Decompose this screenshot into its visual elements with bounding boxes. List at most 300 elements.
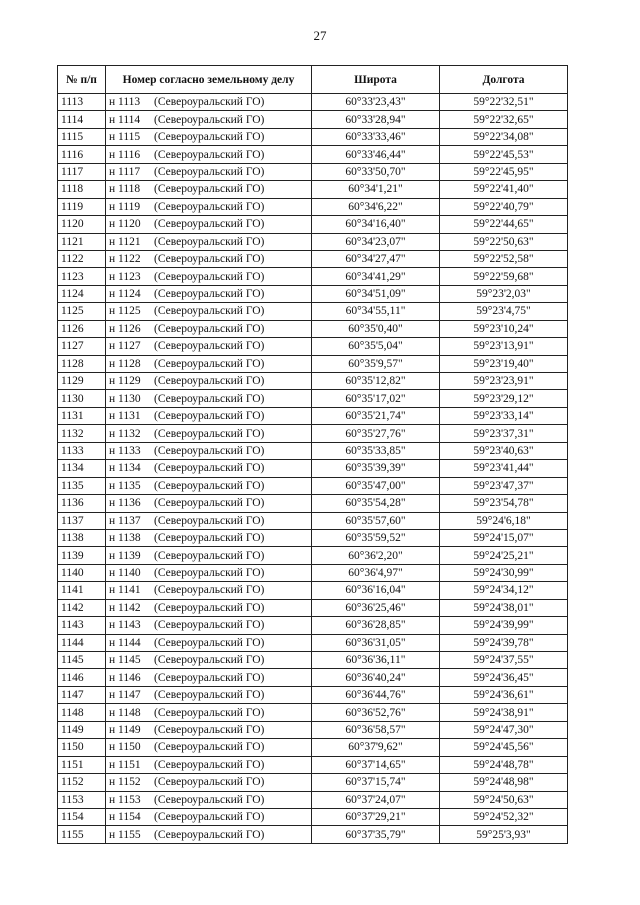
row-number: 1117 xyxy=(58,163,106,180)
case-number xyxy=(106,739,312,756)
case-id: н 1139 xyxy=(109,549,141,562)
header-latitude: Широта xyxy=(312,66,440,94)
row-number: 1130 xyxy=(58,390,106,407)
longitude: 59°22'32,51" xyxy=(440,94,568,111)
latitude: 60°33'23,43" xyxy=(312,94,440,111)
latitude: 60°35'21,74" xyxy=(312,407,440,424)
case-number xyxy=(106,704,312,721)
row-number: 1139 xyxy=(58,547,106,564)
district-name: (Североуральский ГО) xyxy=(154,567,265,580)
case-id: н 1148 xyxy=(109,706,141,719)
latitude: 60°35'47,00" xyxy=(312,477,440,494)
district-name: (Североуральский ГО) xyxy=(154,427,265,440)
district-name: (Североуральский ГО) xyxy=(154,828,265,841)
row-number: 1122 xyxy=(58,250,106,267)
district-name: (Североуральский ГО) xyxy=(154,532,265,545)
case-number xyxy=(106,181,312,198)
table-row xyxy=(58,704,568,721)
case-id: н 1113 xyxy=(109,96,141,109)
district-name: (Североуральский ГО) xyxy=(154,96,265,109)
case-number xyxy=(106,547,312,564)
case-number xyxy=(106,338,312,355)
table-row xyxy=(58,826,568,843)
case-number xyxy=(106,390,312,407)
case-id: н 1146 xyxy=(109,671,141,684)
latitude: 60°36'58,57" xyxy=(312,721,440,738)
longitude: 59°22'32,65" xyxy=(440,111,568,128)
case-id: н 1150 xyxy=(109,741,141,754)
table-row xyxy=(58,442,568,459)
row-number: 1118 xyxy=(58,181,106,198)
table-row xyxy=(58,774,568,791)
case-id: н 1129 xyxy=(109,375,141,388)
row-number: 1146 xyxy=(58,669,106,686)
row-number: 1113 xyxy=(58,94,106,111)
latitude: 60°36'52,76" xyxy=(312,704,440,721)
longitude: 59°23'33,14" xyxy=(440,407,568,424)
row-number: 1121 xyxy=(58,233,106,250)
row-number: 1145 xyxy=(58,652,106,669)
case-number xyxy=(106,686,312,703)
longitude: 59°24'50,63" xyxy=(440,791,568,808)
longitude: 59°24'39,78" xyxy=(440,634,568,651)
row-number: 1141 xyxy=(58,582,106,599)
case-id: н 1126 xyxy=(109,322,141,335)
case-id: н 1114 xyxy=(109,113,141,126)
table-header-row xyxy=(58,66,568,94)
latitude: 60°35'57,60" xyxy=(312,512,440,529)
table-row xyxy=(58,477,568,494)
case-id: н 1120 xyxy=(109,218,141,231)
longitude: 59°23'41,44" xyxy=(440,460,568,477)
district-name: (Североуральский ГО) xyxy=(154,584,265,597)
table-row xyxy=(58,582,568,599)
row-number: 1123 xyxy=(58,268,106,285)
row-number: 1126 xyxy=(58,320,106,337)
district-name: (Североуральский ГО) xyxy=(154,148,265,161)
longitude: 59°24'6,18" xyxy=(440,512,568,529)
table-row xyxy=(58,373,568,390)
district-name: (Североуральский ГО) xyxy=(154,479,265,492)
row-number: 1140 xyxy=(58,564,106,581)
latitude: 60°37'35,79" xyxy=(312,826,440,843)
table-row xyxy=(58,216,568,233)
longitude: 59°24'25,21" xyxy=(440,547,568,564)
case-id: н 1124 xyxy=(109,288,141,301)
latitude: 60°35'12,82" xyxy=(312,373,440,390)
row-number: 1154 xyxy=(58,808,106,825)
longitude: 59°24'38,91" xyxy=(440,704,568,721)
header-row-number: № п/п xyxy=(58,66,106,94)
table-row xyxy=(58,529,568,546)
district-name: (Североуральский ГО) xyxy=(154,723,265,736)
district-name: (Североуральский ГО) xyxy=(154,183,265,196)
table-row xyxy=(58,808,568,825)
district-name: (Североуральский ГО) xyxy=(154,200,265,213)
case-number xyxy=(106,808,312,825)
longitude: 59°22'34,08" xyxy=(440,128,568,145)
longitude: 59°22'45,95" xyxy=(440,163,568,180)
case-id: н 1149 xyxy=(109,723,141,736)
longitude: 59°24'52,32" xyxy=(440,808,568,825)
district-name: (Североуральский ГО) xyxy=(154,514,265,527)
longitude: 59°24'30,99" xyxy=(440,564,568,581)
district-name: (Североуральский ГО) xyxy=(154,131,265,144)
district-name: (Североуральский ГО) xyxy=(154,375,265,388)
row-number: 1135 xyxy=(58,477,106,494)
longitude: 59°24'37,55" xyxy=(440,652,568,669)
case-number xyxy=(106,756,312,773)
page-number: 27 xyxy=(313,28,327,43)
latitude: 60°36'4,97" xyxy=(312,564,440,581)
case-id: н 1119 xyxy=(109,200,141,213)
table-row xyxy=(58,163,568,180)
table-row xyxy=(58,285,568,302)
case-number xyxy=(106,721,312,738)
latitude: 60°36'40,24" xyxy=(312,669,440,686)
row-number: 1119 xyxy=(58,198,106,215)
longitude: 59°23'19,40" xyxy=(440,355,568,372)
latitude: 60°34'41,29" xyxy=(312,268,440,285)
header-case-number: Номер согласно земельному делу xyxy=(106,66,312,94)
latitude: 60°37'24,07" xyxy=(312,791,440,808)
district-name: (Североуральский ГО) xyxy=(154,741,265,754)
district-name: (Североуральский ГО) xyxy=(154,689,265,702)
longitude: 59°23'2,03" xyxy=(440,285,568,302)
longitude: 59°24'15,07" xyxy=(440,529,568,546)
longitude: 59°22'40,79" xyxy=(440,198,568,215)
row-number: 1120 xyxy=(58,216,106,233)
case-id: н 1144 xyxy=(109,636,141,649)
district-name: (Североуральский ГО) xyxy=(154,322,265,335)
latitude: 60°34'23,07" xyxy=(312,233,440,250)
case-id: н 1154 xyxy=(109,811,141,824)
district-name: (Североуральский ГО) xyxy=(154,601,265,614)
longitude: 59°23'13,91" xyxy=(440,338,568,355)
district-name: (Североуральский ГО) xyxy=(154,357,265,370)
district-name: (Североуральский ГО) xyxy=(154,671,265,684)
row-number: 1128 xyxy=(58,355,106,372)
latitude: 60°34'1,21" xyxy=(312,181,440,198)
row-number: 1150 xyxy=(58,739,106,756)
district-name: (Североуральский ГО) xyxy=(154,305,265,318)
longitude: 59°24'38,01" xyxy=(440,599,568,616)
case-id: н 1122 xyxy=(109,253,141,266)
case-id: н 1115 xyxy=(109,131,141,144)
latitude: 60°36'31,05" xyxy=(312,634,440,651)
district-name: (Североуральский ГО) xyxy=(154,253,265,266)
longitude: 59°24'45,56" xyxy=(440,739,568,756)
table-row xyxy=(58,652,568,669)
district-name: (Североуральский ГО) xyxy=(154,758,265,771)
case-id: н 1147 xyxy=(109,689,141,702)
case-id: н 1141 xyxy=(109,584,141,597)
latitude: 60°34'51,09" xyxy=(312,285,440,302)
table-row xyxy=(58,669,568,686)
latitude: 60°37'9,62" xyxy=(312,739,440,756)
case-number xyxy=(106,826,312,843)
longitude: 59°22'52,58" xyxy=(440,250,568,267)
latitude: 60°36'44,76" xyxy=(312,686,440,703)
case-id: н 1142 xyxy=(109,601,141,614)
case-number xyxy=(106,303,312,320)
latitude: 60°35'59,52" xyxy=(312,529,440,546)
latitude: 60°35'39,39" xyxy=(312,460,440,477)
case-number xyxy=(106,529,312,546)
row-number: 1116 xyxy=(58,146,106,163)
case-number xyxy=(106,425,312,442)
district-name: (Североуральский ГО) xyxy=(154,235,265,248)
row-number: 1149 xyxy=(58,721,106,738)
latitude: 60°35'27,76" xyxy=(312,425,440,442)
row-number: 1132 xyxy=(58,425,106,442)
district-name: (Североуральский ГО) xyxy=(154,619,265,632)
case-id: н 1118 xyxy=(109,183,141,196)
case-number xyxy=(106,407,312,424)
row-number: 1142 xyxy=(58,599,106,616)
latitude: 60°33'28,94" xyxy=(312,111,440,128)
table-row xyxy=(58,181,568,198)
district-name: (Североуральский ГО) xyxy=(154,793,265,806)
row-number: 1124 xyxy=(58,285,106,302)
longitude: 59°22'44,65" xyxy=(440,216,568,233)
case-id: н 1128 xyxy=(109,357,141,370)
latitude: 60°37'14,65" xyxy=(312,756,440,773)
case-id: н 1155 xyxy=(109,828,141,841)
case-number xyxy=(106,617,312,634)
district-name: (Североуральский ГО) xyxy=(154,462,265,475)
case-id: н 1117 xyxy=(109,165,141,178)
case-id: н 1152 xyxy=(109,776,141,789)
case-number xyxy=(106,634,312,651)
district-name: (Североуральский ГО) xyxy=(154,654,265,667)
longitude: 59°24'39,99" xyxy=(440,617,568,634)
table-row xyxy=(58,791,568,808)
case-number xyxy=(106,512,312,529)
case-number xyxy=(106,599,312,616)
latitude: 60°35'5,04" xyxy=(312,338,440,355)
district-name: (Североуральский ГО) xyxy=(154,811,265,824)
table-row xyxy=(58,233,568,250)
row-number: 1144 xyxy=(58,634,106,651)
latitude: 60°35'54,28" xyxy=(312,495,440,512)
longitude: 59°23'23,91" xyxy=(440,373,568,390)
longitude: 59°23'10,24" xyxy=(440,320,568,337)
table-row xyxy=(58,320,568,337)
district-name: (Североуральский ГО) xyxy=(154,444,265,457)
row-number: 1133 xyxy=(58,442,106,459)
longitude: 59°23'29,12" xyxy=(440,390,568,407)
case-id: н 1145 xyxy=(109,654,141,667)
row-number: 1138 xyxy=(58,529,106,546)
row-number: 1147 xyxy=(58,686,106,703)
row-number: 1143 xyxy=(58,617,106,634)
table-row xyxy=(58,407,568,424)
table-row xyxy=(58,94,568,111)
district-name: (Североуральский ГО) xyxy=(154,165,265,178)
case-id: н 1130 xyxy=(109,392,141,405)
latitude: 60°34'6,22" xyxy=(312,198,440,215)
longitude: 59°23'4,75" xyxy=(440,303,568,320)
latitude: 60°33'50,70" xyxy=(312,163,440,180)
longitude: 59°22'50,63" xyxy=(440,233,568,250)
coordinates-table xyxy=(57,65,568,844)
case-id: н 1137 xyxy=(109,514,141,527)
latitude: 60°35'33,85" xyxy=(312,442,440,459)
latitude: 60°33'33,46" xyxy=(312,128,440,145)
table-row xyxy=(58,146,568,163)
row-number: 1151 xyxy=(58,756,106,773)
table-row xyxy=(58,495,568,512)
table-row xyxy=(58,425,568,442)
case-number xyxy=(106,233,312,250)
case-number xyxy=(106,669,312,686)
row-number: 1129 xyxy=(58,373,106,390)
header-longitude: Долгота xyxy=(440,66,568,94)
table-row xyxy=(58,634,568,651)
case-number xyxy=(106,582,312,599)
table-row xyxy=(58,617,568,634)
longitude: 59°22'45,53" xyxy=(440,146,568,163)
case-number xyxy=(106,128,312,145)
latitude: 60°36'25,46" xyxy=(312,599,440,616)
table-row xyxy=(58,547,568,564)
district-name: (Североуральский ГО) xyxy=(154,497,265,510)
row-number: 1137 xyxy=(58,512,106,529)
case-number xyxy=(106,373,312,390)
row-number: 1134 xyxy=(58,460,106,477)
case-id: н 1116 xyxy=(109,148,141,161)
table-row xyxy=(58,390,568,407)
district-name: (Североуральский ГО) xyxy=(154,706,265,719)
district-name: (Североуральский ГО) xyxy=(154,392,265,405)
case-number xyxy=(106,94,312,111)
table-row xyxy=(58,756,568,773)
case-number xyxy=(106,320,312,337)
case-number xyxy=(106,111,312,128)
case-number xyxy=(106,652,312,669)
longitude: 59°23'40,63" xyxy=(440,442,568,459)
case-id: н 1134 xyxy=(109,462,141,475)
case-number xyxy=(106,268,312,285)
case-number xyxy=(106,198,312,215)
latitude: 60°35'9,57" xyxy=(312,355,440,372)
case-id: н 1132 xyxy=(109,427,141,440)
case-id: н 1151 xyxy=(109,758,141,771)
latitude: 60°34'55,11" xyxy=(312,303,440,320)
longitude: 59°22'59,68" xyxy=(440,268,568,285)
case-number xyxy=(106,285,312,302)
case-number xyxy=(106,250,312,267)
table-row xyxy=(58,460,568,477)
latitude: 60°34'27,47" xyxy=(312,250,440,267)
latitude: 60°36'36,11" xyxy=(312,652,440,669)
table-row xyxy=(58,303,568,320)
case-number xyxy=(106,216,312,233)
case-number xyxy=(106,495,312,512)
table-row xyxy=(58,599,568,616)
latitude: 60°37'15,74" xyxy=(312,774,440,791)
longitude: 59°23'37,31" xyxy=(440,425,568,442)
row-number: 1153 xyxy=(58,791,106,808)
district-name: (Североуральский ГО) xyxy=(154,636,265,649)
longitude: 59°25'3,93" xyxy=(440,826,568,843)
table-row xyxy=(58,338,568,355)
latitude: 60°34'16,40" xyxy=(312,216,440,233)
latitude: 60°36'16,04" xyxy=(312,582,440,599)
row-number: 1136 xyxy=(58,495,106,512)
table-row xyxy=(58,739,568,756)
case-id: н 1135 xyxy=(109,479,141,492)
district-name: (Североуральский ГО) xyxy=(154,270,265,283)
row-number: 1152 xyxy=(58,774,106,791)
row-number: 1131 xyxy=(58,407,106,424)
longitude: 59°24'48,78" xyxy=(440,756,568,773)
district-name: (Североуральский ГО) xyxy=(154,410,265,423)
longitude: 59°22'41,40" xyxy=(440,181,568,198)
table-row xyxy=(58,128,568,145)
latitude: 60°35'17,02" xyxy=(312,390,440,407)
case-number xyxy=(106,477,312,494)
case-number xyxy=(106,460,312,477)
longitude: 59°23'47,37" xyxy=(440,477,568,494)
row-number: 1125 xyxy=(58,303,106,320)
longitude: 59°24'48,98" xyxy=(440,774,568,791)
case-number xyxy=(106,146,312,163)
district-name: (Североуральский ГО) xyxy=(154,549,265,562)
case-id: н 1153 xyxy=(109,793,141,806)
longitude: 59°24'47,30" xyxy=(440,721,568,738)
table-row xyxy=(58,250,568,267)
table-row xyxy=(58,686,568,703)
district-name: (Североуральский ГО) xyxy=(154,113,265,126)
district-name: (Североуральский ГО) xyxy=(154,218,265,231)
district-name: (Североуральский ГО) xyxy=(154,776,265,789)
longitude: 59°24'36,61" xyxy=(440,686,568,703)
case-number xyxy=(106,564,312,581)
case-id: н 1125 xyxy=(109,305,141,318)
case-number xyxy=(106,774,312,791)
case-id: н 1131 xyxy=(109,410,141,423)
table-row xyxy=(58,721,568,738)
case-id: н 1136 xyxy=(109,497,141,510)
row-number: 1155 xyxy=(58,826,106,843)
latitude: 60°33'46,44" xyxy=(312,146,440,163)
latitude: 60°37'29,21" xyxy=(312,808,440,825)
table-row xyxy=(58,355,568,372)
table-body xyxy=(58,94,568,844)
case-number xyxy=(106,791,312,808)
table-row xyxy=(58,198,568,215)
case-id: н 1143 xyxy=(109,619,141,632)
latitude: 60°35'0,40" xyxy=(312,320,440,337)
longitude: 59°23'54,78" xyxy=(440,495,568,512)
row-number: 1114 xyxy=(58,111,106,128)
longitude: 59°24'36,45" xyxy=(440,669,568,686)
case-number xyxy=(106,442,312,459)
district-name: (Североуральский ГО) xyxy=(154,288,265,301)
case-id: н 1133 xyxy=(109,444,141,457)
row-number: 1148 xyxy=(58,704,106,721)
row-number: 1115 xyxy=(58,128,106,145)
case-number xyxy=(106,163,312,180)
row-number: 1127 xyxy=(58,338,106,355)
table-row xyxy=(58,512,568,529)
case-id: н 1140 xyxy=(109,567,141,580)
case-id: н 1127 xyxy=(109,340,141,353)
table-row xyxy=(58,564,568,581)
case-id: н 1138 xyxy=(109,532,141,545)
